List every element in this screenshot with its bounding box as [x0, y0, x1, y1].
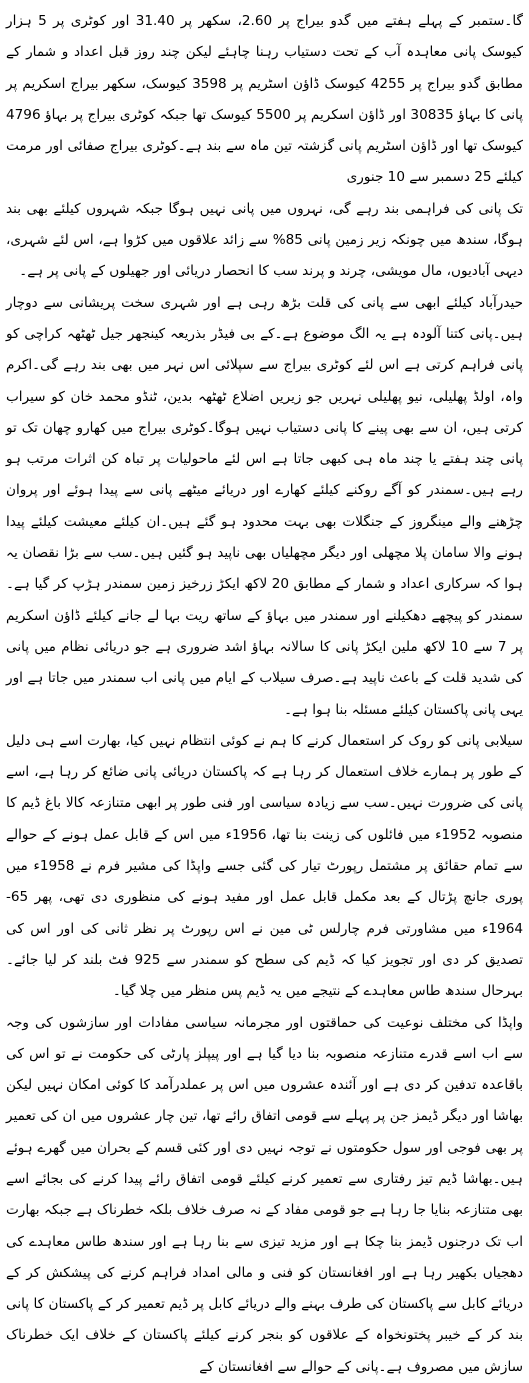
paragraph-2: تک پانی کی فراہمی بند رہے گی، نہروں میں پانی نہیں ہوگا جبکہ شہروں کیلئے بھی بند ہوگا، سندھ میں چونکہ زیر زمین پانی 85% سے زائد علاقوں میں کڑوا ہے، اس لئے شہری، دیہی آبادیوں، مال مویشی، چرند و پرند سب کا انحصار دریائی اور جھیلوں کے پانی پر ہے۔ [6, 194, 523, 288]
paragraph-4: سیلابی پانی کو روک کر استعمال کرنے کا ہم نے کوئی انتظام نہیں کیا، بھارت اسے ہی دلیل کے طور پر ہمارے خلاف استعمال کر رہا ہے کہ پاکستان دریائی پانی ضائع کر رہا ہے، اسے پانی کی ضرورت نہیں۔سب سے زیادہ سیاسی اور فنی طور پر ابھی متنازعہ کالا باغ ڈیم کا منصوبہ 1952ء میں فائلوں کی زینت بنا تھا، 1956ء میں اس کے قابل عمل ہونے کے حوالے سے تمام حقائق پر مشتمل رپورٹ تیار کی گئی جسے واپڈا کی مشیر فرم نے 1958ء میں پوری جانچ پڑتال کے بعد مکمل قابل عمل اور مفید ہونے کی منظوری دی تھی، پھر 65-1964ء میں مشاورتی فرم چارلس ٹی مین نے اس رپورٹ پر نظر ثانی کی اور اس کی تصدیق کر دی اور تجویز کیا کہ ڈیم کی سطح کو سمندر سے 925 فٹ بلند کر لیا جائے۔بہرحال سندھ طاس معاہدے کے نتیجے میں یہ ڈیم پس منظر میں چلا گیا۔ [6, 726, 523, 1008]
paragraph-3: حیدرآباد کیلئے ابھی سے پانی کی قلت بڑھ رہی ہے اور شہری سخت پریشانی سے دوچار ہیں۔پانی کتنا آلودہ ہے یہ الگ موضوع ہے۔کے بی فیڈر بذریعہ کینجھر جیل ٹھٹھہ کراچی کو پانی فراہم کرتی ہے اس لئے کوٹری بیراج سے سپلائی اس نہر میں بھی بند رہے گی۔اکرم واہ، اولڈ پھلیلی، نیو پھلیلی نہریں جو زیریں اضلاع ٹھٹھہ بدین، ٹنڈو محمد خان کو سیراب کرتی ہیں، ان سے بھی پینے کا پانی دستیاب نہیں ہوگا۔کوٹری بیراج میں کھارو چھان تک تو پانی چند ہفتے یا چند ماہ ہی کبھی جاتا ہے اس لئے ماحولیات پر تباہ کن اثرات مرتب ہو رہے ہیں۔سمندر کو آگے روکنے کیلئے کھارے اور دریائے میٹھے پانی سے پیدا ہوئے اور پروان چڑھنے والے مینگروز کے جنگلات بھی بہت محدود ہو گئے ہیں۔ان کیلئے معیشت کیلئے پیدا ہونے والا سامان پلا مچھلی اور دیگر مچھلیاں بھی ناپید ہو گئیں ہیں۔سب سے بڑا نقصان یہ ہوا کہ سرکاری اعداد و شمار کے مطابق 20 لاکھ ایکڑ زرخیز زمین سمندر ہڑپ کر گیا ہے۔سمندر کو پیچھے دھکیلنے اور سمندر میں بہاؤ کے ساتھ ریت بہا لے جانے کیلئے ڈاؤن اسکریم پر 7 سے 10 لاکھ ملین ایکڑ پانی کا سالانہ بہاؤ اشد ضروری ہے جو دریائی نظام میں پانی کی شدید قلت کے باعث ناپید ہے۔صرف سیلاب کے ایام میں پانی اب سمندر میں جاتا ہے اور یہی پانی پاکستان کیلئے مسئلہ بنا ہوا ہے۔ [6, 288, 523, 726]
paragraph-1: گا۔ستمبر کے پہلے ہفتے میں گدو بیراج پر 2.60، سکھر پر 31.40 اور کوٹری پر 5 ہزار کیوسک پانی معاہدہ آب کے تحت دستیاب رہنا چاہئے لیکن چند روز قبل اعداد و شمار کے مطابق گدو بیراج پر 4255 کیوسک ڈاؤن اسٹریم پر 3598 کیوسک، سکھر بیراج اسکریم پر پانی کا بہاؤ 30835 اور ڈاؤن اسکریم پر 5500 کیوسک تھا جبکہ کوٹری بیراج پر بہاؤ 4796 کیوسک تھا اور ڈاؤن اسٹریم پانی گزشتہ تین ماہ سے بند ہے۔کوٹری بیراج صفائی اور مرمت کیلئے 25 دسمبر سے 10 جنوری [6, 6, 523, 194]
paragraph-5: واپڈا کی مختلف نوعیت کی حماقتوں اور مجرمانہ سیاسی مفادات اور سازشوں کی وجہ سے اب اسے قدرے متنازعہ منصوبہ بنا دیا گیا ہے اور پیپلز پارٹی کی حکومت نے تو اس کی باقاعدہ تدفین کر دی ہے اور آئندہ عشروں میں اس پر عملدرآمد کا کوئی امکان نہیں لیکن بھاشا اور دیگر ڈیمز جن پر پہلے سے قومی اتفاق رائے تھا، تین چار عشروں میں ان کی تعمیر پر بھی فوجی اور سول حکومتوں نے توجہ نہیں دی اور کئی قسم کے بحران میں گھرے ہوئے ہیں۔بھاشا ڈیم تیز رفتاری سے تعمیر کرنے کیلئے قومی اتفاق رائے پیدا کرنے کی بجائے اسے بھی متنازعہ بنایا جا رہا ہے جو قومی مفاد کے نہ صرف خلاف بلکہ خطرناک ہے جبکہ بھارت اب تک درجنوں ڈیمز بنا چکا ہے اور مزید تیزی سے بنا رہا ہے اور سندھ طاس معاہدے کی دھجیاں بکھیر رہا ہے اور افغانستان کو فنی و مالی امداد فراہم کرنے کی پیشکش کر کے دریائے کابل سے پاکستان کی طرف بہنے والے دریائے کابل پر ڈیم تعمیر کر کے پاکستان کا پانی بند کر کے خیبر پختونخواہ کے علاقوں کو بنجر کرنے کیلئے پاکستان کے خلاف ایک خطرناک سازش میں مصروف ہے۔پانی کے حوالے سے افغانستان کے [6, 1008, 523, 1383]
